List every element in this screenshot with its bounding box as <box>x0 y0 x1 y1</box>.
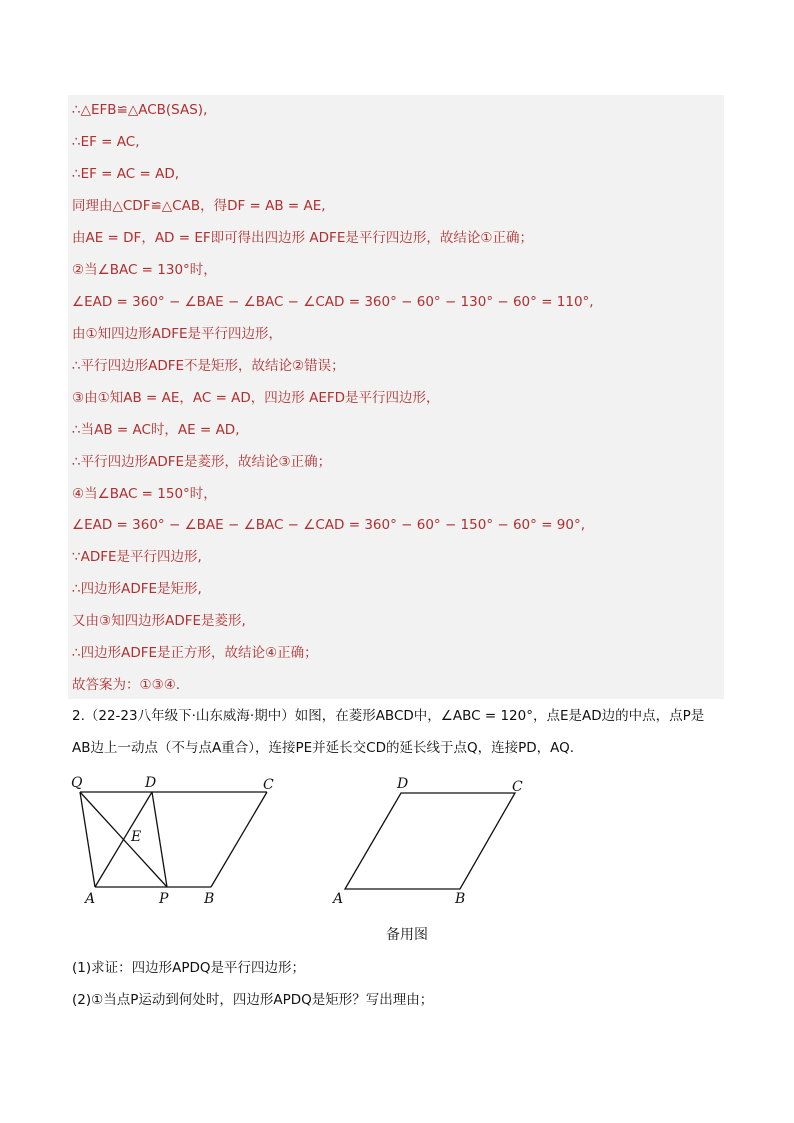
solution-line-3: ∴EF = AC = AD, <box>72 166 180 182</box>
rhombus-ABCD <box>345 793 515 889</box>
solution-line-10: ③由①知AB = AE，AC = AD，四边形 AEFD是平行四边形， <box>72 390 440 406</box>
solution-line-18: ∴四边形ADFE是正方形，故结论④正确； <box>72 645 318 661</box>
question-text-line-2: AB边上一动点（不与点A重合），连接PE并延长交CD的延长线于点Q，连接PD，AQ. <box>72 740 575 756</box>
question-text-line-1: 2.（22-23八年级下·山东威海·期中）如图，在菱形ABCD中，∠ABC = 120°，点E是AD边的中点，点P是 <box>72 708 705 724</box>
solution-line-12: ∴平行四边形ADFE是菱形，故结论③正确； <box>72 454 332 470</box>
solution-line-4: 同理由△CDF≌△CAB，得DF = AB = AE, <box>72 198 326 214</box>
solution-line-17: 又由③知四边形ADFE是菱形, <box>72 613 246 629</box>
label-D: D <box>145 775 157 791</box>
solution-line-2: ∴EF = AC, <box>72 134 140 150</box>
segment-BC <box>211 792 267 887</box>
label-C2: C <box>512 779 523 795</box>
label-A: A <box>85 891 96 907</box>
solution-line-19: 故答案为：①③④. <box>72 677 181 693</box>
solution-line-14: ∠EAD = 360° − ∠BAE − ∠BAC − ∠CAD = 360° − 60° − 150° − 60° = 90°, <box>72 517 586 533</box>
solution-line-5: 由AE = DF，AD = EF即可得出四边形 ADFE是平行四边形，故结论①正确； <box>72 230 533 246</box>
solution-line-16: ∴四边形ADFE是矩形, <box>72 581 202 597</box>
solution-line-7: ∠EAD = 360° − ∠BAE − ∠BAC − ∠CAD = 360° − 60° − 130° − 60° = 110°, <box>72 294 594 310</box>
solution-line-13: ④当∠BAC = 150°时， <box>72 486 217 502</box>
solution-line-1: ∴△EFB≌△ACB(SAS), <box>72 102 208 118</box>
label-C: C <box>263 777 274 793</box>
solution-line-8: 由①知四边形ADFE是平行四边形， <box>72 326 283 342</box>
solution-line-11: ∴当AB = AC时，AE = AD, <box>72 422 240 438</box>
label-E: E <box>131 829 142 845</box>
label-B: B <box>204 891 215 907</box>
figure-caption: 备用图 <box>386 927 428 943</box>
solution-line-15: ∵ADFE是平行四边形, <box>72 549 202 565</box>
label-P: P <box>159 891 169 907</box>
label-Q: Q <box>71 775 83 791</box>
question-part-1: (1)求证：四边形APDQ是平行四边形； <box>72 960 306 976</box>
solution-line-9: ∴平行四边形ADFE不是矩形，故结论②错误； <box>72 358 345 374</box>
question-part-2: (2)①当点P运动到何处时，四边形APDQ是矩形？写出理由； <box>72 992 434 1008</box>
label-B2: B <box>455 891 466 907</box>
label-A2: A <box>333 891 344 907</box>
solution-line-6: ②当∠BAC = 130°时， <box>72 262 217 278</box>
label-D2: D <box>397 776 409 792</box>
